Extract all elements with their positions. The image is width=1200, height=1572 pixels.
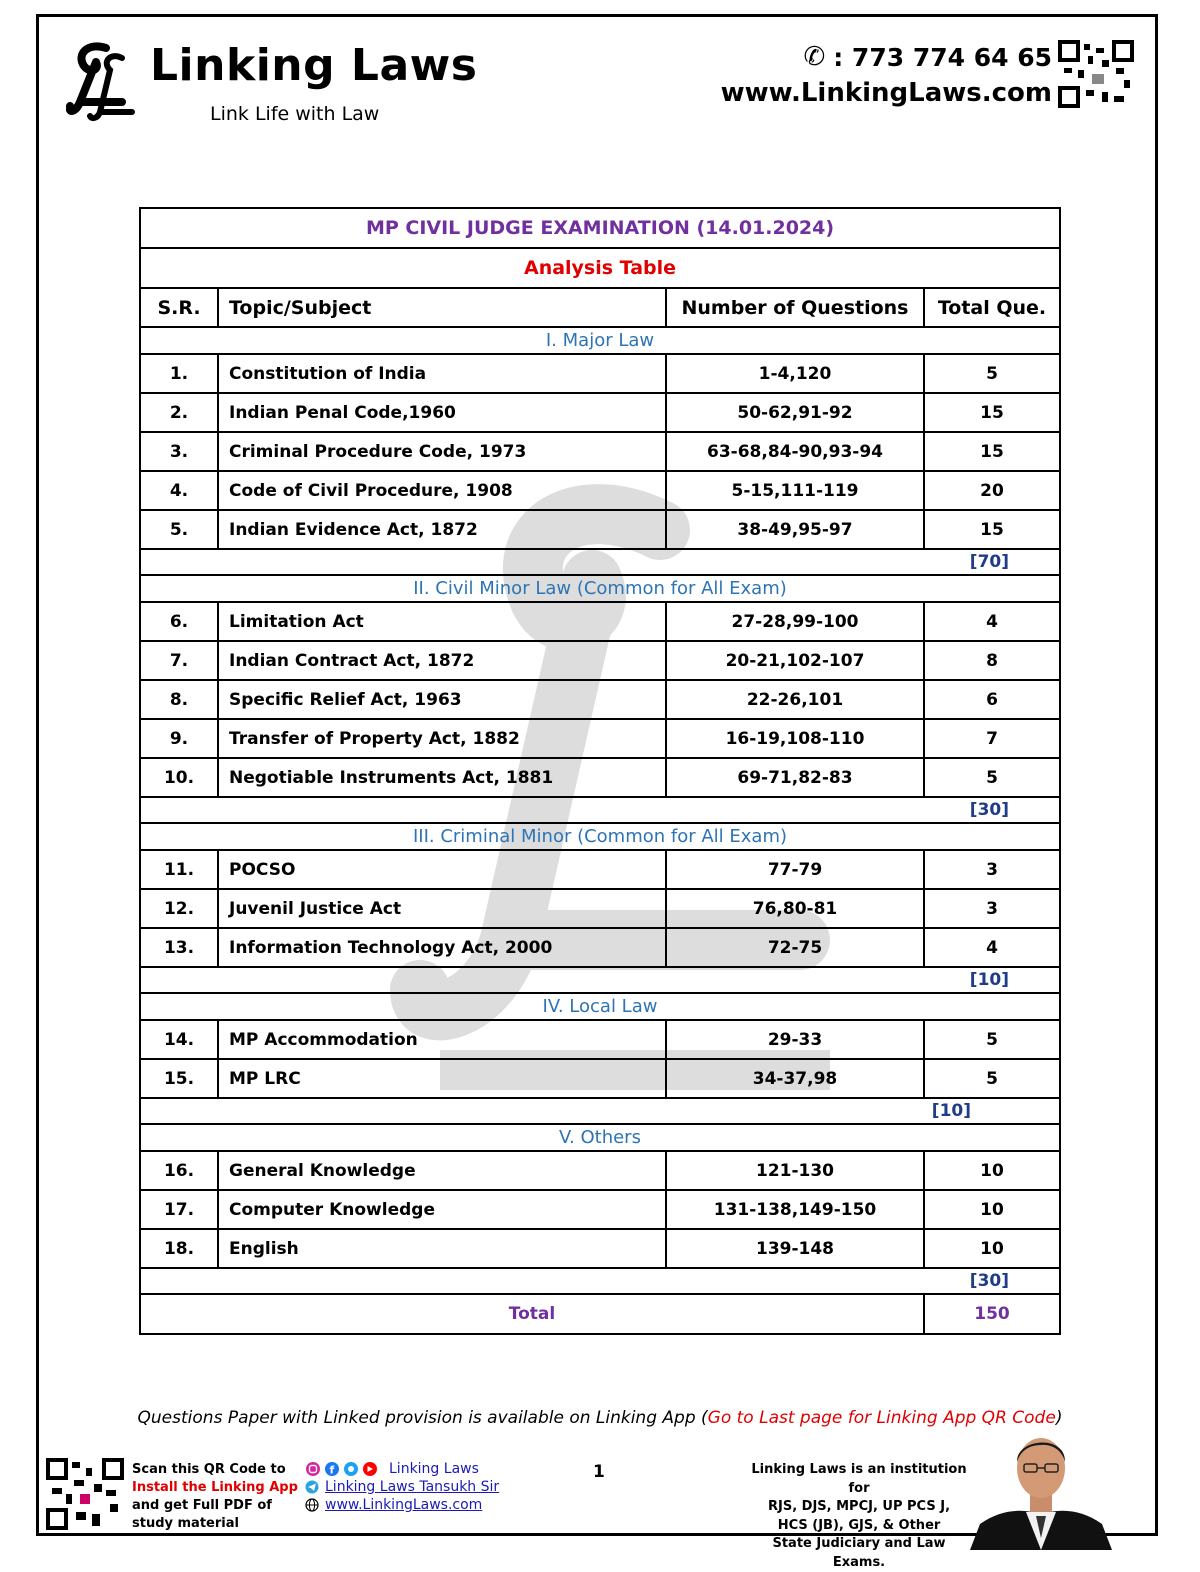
page-number: 1 [593, 1462, 605, 1482]
row-sr: 6. [140, 602, 218, 641]
row-questions: 20-21,102-107 [666, 641, 924, 680]
row-total: 6 [924, 680, 1060, 719]
grand-total-row [140, 1294, 1060, 1334]
section-heading: V. Others [140, 1124, 1060, 1151]
availability-close: ) [1055, 1408, 1063, 1428]
table-row [140, 432, 1060, 471]
social-row [305, 1460, 499, 1478]
social-name[interactable]: Linking Laws [389, 1461, 479, 1477]
app-qr-code-icon [46, 1458, 124, 1530]
phone-contact [803, 42, 1052, 72]
row-questions: 5-15,111-119 [666, 471, 924, 510]
section-subtotal: [70] [140, 549, 1060, 575]
availability-highlight: Go to Last page for Linking App QR Code [707, 1408, 1056, 1428]
row-total: 4 [924, 928, 1060, 967]
site-row [305, 1496, 499, 1514]
row-topic: Constitution of India [218, 354, 666, 393]
table-row [140, 850, 1060, 889]
col-header-topic: Topic/Subject [218, 288, 666, 327]
row-sr: 10. [140, 758, 218, 797]
row-sr: 16. [140, 1151, 218, 1190]
col-header-sr: S.R. [140, 288, 218, 327]
section-heading: III. Criminal Minor (Common for All Exam) [140, 823, 1060, 850]
grand-total-label: Total [140, 1294, 924, 1334]
row-sr: 1. [140, 354, 218, 393]
row-topic: Limitation Act [218, 602, 666, 641]
grand-total-value: 150 [924, 1294, 1060, 1334]
row-questions: 1-4,120 [666, 354, 924, 393]
table-row [140, 1190, 1060, 1229]
inst-line-4: State Judiciary and Law Exams. [772, 1536, 946, 1570]
col-header-questions: Number of Questions [666, 288, 924, 327]
table-row [140, 1151, 1060, 1190]
row-sr: 7. [140, 641, 218, 680]
row-total: 3 [924, 889, 1060, 928]
row-total: 3 [924, 850, 1060, 889]
section-heading-row [140, 993, 1060, 1020]
telegram-icon [305, 1480, 319, 1494]
row-total: 8 [924, 641, 1060, 680]
row-sr: 12. [140, 889, 218, 928]
section-heading-row [140, 327, 1060, 354]
inst-line-1: Linking Laws is an institution for [751, 1462, 967, 1496]
row-questions: 131-138,149-150 [666, 1190, 924, 1229]
table-row [140, 928, 1060, 967]
row-questions: 76,80-81 [666, 889, 924, 928]
brand-name: Linking Laws [150, 40, 478, 91]
section-subtotal: [30] [140, 797, 1060, 823]
row-sr: 15. [140, 1059, 218, 1098]
header-website[interactable]: www.LinkingLaws.com [720, 78, 1052, 108]
row-topic: Transfer of Property Act, 1882 [218, 719, 666, 758]
scan-line-4: study material [132, 1516, 239, 1531]
row-topic: General Knowledge [218, 1151, 666, 1190]
table-row [140, 393, 1060, 432]
row-topic: Code of Civil Procedure, 1908 [218, 471, 666, 510]
availability-text: Questions Paper with Linked provision is available on Linking App ( [137, 1408, 708, 1428]
table-row [140, 719, 1060, 758]
section-subtotal: [10] [140, 967, 1060, 993]
table-row [140, 1059, 1060, 1098]
row-topic: Indian Evidence Act, 1872 [218, 510, 666, 549]
row-topic: Indian Penal Code,1960 [218, 393, 666, 432]
inst-line-2: RJS, DJS, MPCJ, UP PCS J, [767, 1499, 951, 1514]
row-total: 5 [924, 758, 1060, 797]
scan-line-2: Install the Linking App [132, 1480, 298, 1495]
row-topic: Information Technology Act, 2000 [218, 928, 666, 967]
svg-text:f: f [329, 1463, 335, 1477]
section-heading-row [140, 1124, 1060, 1151]
table-row [140, 641, 1060, 680]
row-questions: 27-28,99-100 [666, 602, 924, 641]
row-topic: POCSO [218, 850, 666, 889]
inst-line-3: HCS (JB), GJS, & Other [777, 1517, 941, 1533]
row-total: 10 [924, 1229, 1060, 1268]
row-total: 15 [924, 510, 1060, 549]
row-sr: 4. [140, 471, 218, 510]
social-media-icons [305, 1461, 383, 1477]
row-questions: 121-130 [666, 1151, 924, 1190]
social-links [305, 1460, 499, 1514]
section-heading: I. Major Law [140, 327, 1060, 354]
row-topic: MP Accommodation [218, 1020, 666, 1059]
section-heading-row [140, 575, 1060, 602]
row-sr: 14. [140, 1020, 218, 1059]
table-row [140, 1229, 1060, 1268]
availability-note [0, 1408, 1200, 1428]
section-subtotal-row [140, 1268, 1060, 1294]
row-sr: 5. [140, 510, 218, 549]
row-questions: 72-75 [666, 928, 924, 967]
table-row [140, 602, 1060, 641]
row-topic: Computer Knowledge [218, 1190, 666, 1229]
scan-line-3: and get Full PDF of [132, 1498, 272, 1513]
section-subtotal: [30] [140, 1268, 1060, 1294]
telegram-row [305, 1478, 499, 1496]
table-row [140, 680, 1060, 719]
phone-number: : 773 774 64 65 [833, 42, 1052, 72]
row-questions: 139-148 [666, 1229, 924, 1268]
row-total: 20 [924, 471, 1060, 510]
row-sr: 9. [140, 719, 218, 758]
site-link[interactable]: www.LinkingLaws.com [325, 1497, 483, 1513]
linking-laws-logo-icon [66, 40, 136, 122]
row-topic: Criminal Procedure Code, 1973 [218, 432, 666, 471]
globe-icon [305, 1498, 319, 1512]
table-row [140, 1020, 1060, 1059]
telegram-link[interactable]: Linking Laws Tansukh Sir [325, 1479, 500, 1495]
institution-note [748, 1461, 970, 1572]
table-title: MP CIVIL JUDGE EXAMINATION (14.01.2024) [140, 208, 1060, 248]
row-topic: Juvenil Justice Act [218, 889, 666, 928]
row-total: 5 [924, 1020, 1060, 1059]
row-questions: 69-71,82-83 [666, 758, 924, 797]
table-row [140, 889, 1060, 928]
row-topic: English [218, 1229, 666, 1268]
table-row [140, 354, 1060, 393]
table-header-row [140, 288, 1060, 327]
table-row [140, 758, 1060, 797]
section-heading: II. Civil Minor Law (Common for All Exam) [140, 575, 1060, 602]
brand-tagline: Link Life with Law [210, 103, 380, 125]
row-questions: 63-68,84-90,93-94 [666, 432, 924, 471]
scan-instructions [132, 1461, 298, 1533]
table-subtitle: Analysis Table [140, 248, 1060, 288]
row-total: 5 [924, 354, 1060, 393]
row-total: 10 [924, 1190, 1060, 1229]
qr-code-icon [1058, 40, 1134, 108]
row-total: 15 [924, 432, 1060, 471]
instructor-photo-icon [970, 1428, 1112, 1550]
row-topic: MP LRC [218, 1059, 666, 1098]
row-questions: 38-49,95-97 [666, 510, 924, 549]
row-total: 7 [924, 719, 1060, 758]
section-heading: IV. Local Law [140, 993, 1060, 1020]
row-topic: Negotiable Instruments Act, 1881 [218, 758, 666, 797]
col-header-total: Total Que. [924, 288, 1060, 327]
section-subtotal: [10] [140, 1098, 1060, 1124]
section-subtotal-row [140, 967, 1060, 993]
section-subtotal-row [140, 549, 1060, 575]
row-sr: 11. [140, 850, 218, 889]
row-sr: 13. [140, 928, 218, 967]
analysis-table [139, 207, 1061, 1335]
row-total: 5 [924, 1059, 1060, 1098]
row-total: 4 [924, 602, 1060, 641]
section-heading-row [140, 823, 1060, 850]
row-questions: 50-62,91-92 [666, 393, 924, 432]
section-subtotal-row [140, 797, 1060, 823]
row-topic: Indian Contract Act, 1872 [218, 641, 666, 680]
row-questions: 29-33 [666, 1020, 924, 1059]
row-total: 10 [924, 1151, 1060, 1190]
scan-line-1: Scan this QR Code to [132, 1462, 286, 1477]
row-questions: 34-37,98 [666, 1059, 924, 1098]
row-sr: 8. [140, 680, 218, 719]
table-row [140, 471, 1060, 510]
table-row [140, 510, 1060, 549]
section-subtotal-row [140, 1098, 1060, 1124]
row-questions: 16-19,108-110 [666, 719, 924, 758]
row-sr: 18. [140, 1229, 218, 1268]
row-sr: 17. [140, 1190, 218, 1229]
row-questions: 77-79 [666, 850, 924, 889]
row-total: 15 [924, 393, 1060, 432]
row-sr: 3. [140, 432, 218, 471]
row-topic: Specific Relief Act, 1963 [218, 680, 666, 719]
phone-icon: ✆ [803, 42, 826, 72]
row-sr: 2. [140, 393, 218, 432]
row-questions: 22-26,101 [666, 680, 924, 719]
